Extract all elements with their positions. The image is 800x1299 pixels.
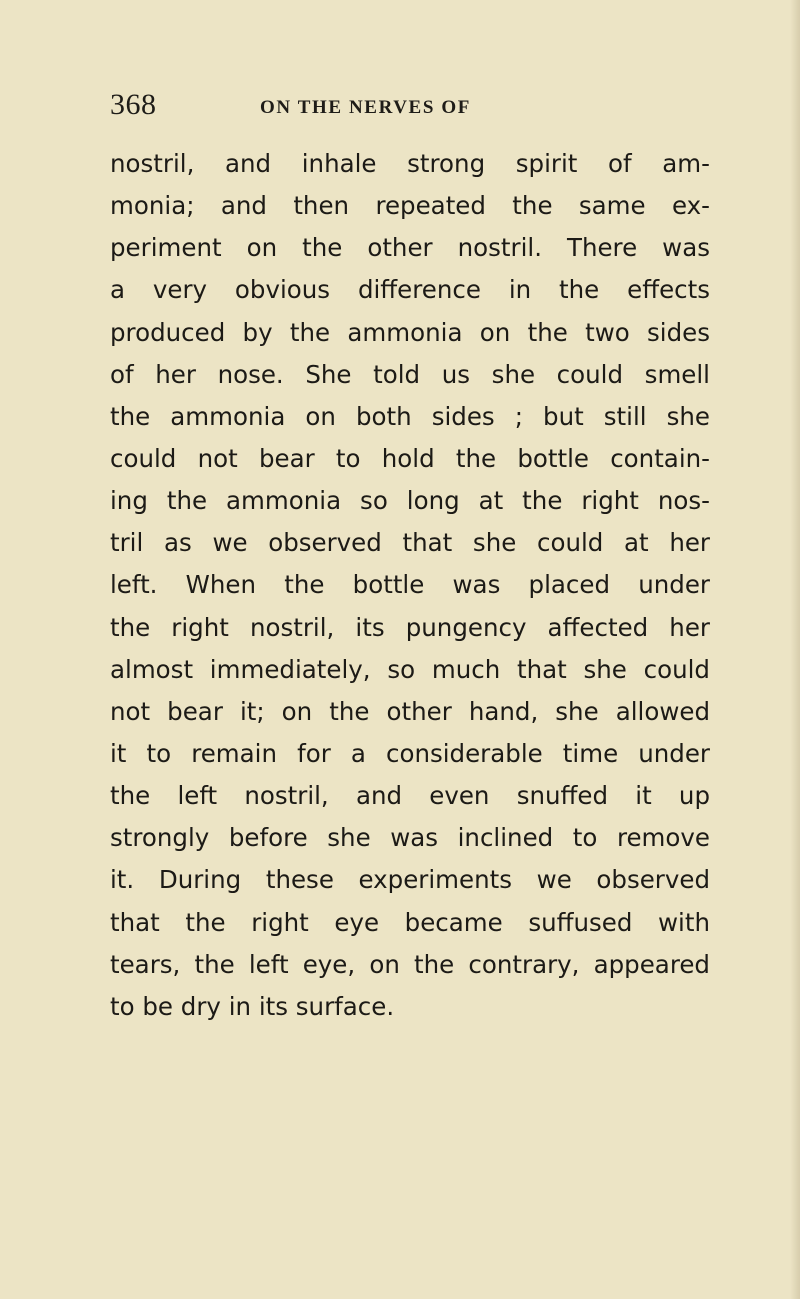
text-line-5: produced by the ammonia on the two sides (110, 317, 710, 347)
text-line-18: it. During these experiments we observed (110, 865, 710, 895)
text-line-6: of her nose. She told us she could smell (110, 359, 710, 389)
text-line-2: monia; and then repeated the same ex- (110, 191, 710, 221)
text-line-21: to be dry in its surface. (110, 991, 395, 1021)
text-line-4: a very obvious difference in the effects (110, 275, 710, 305)
text-line-14: not bear it; on the other hand, she allowed (110, 696, 710, 726)
text-line-12: the right nostril, its pungency affected her (110, 612, 710, 642)
page-edge-shadow (790, 0, 800, 1299)
text-line-20: tears, the left eye, on the contrary, appeared (110, 949, 710, 979)
page-header (110, 88, 710, 128)
text-line-13: almost immediately, so much that she could (110, 654, 710, 684)
running-title: ON THE NERVES OF (260, 97, 471, 118)
body-text (110, 143, 710, 1028)
text-line-17: strongly before she was inclined to remove (110, 823, 710, 853)
text-line-7: the ammonia on both sides ; but still she (110, 401, 710, 431)
page-number: 368 (110, 88, 157, 121)
text-line-15: it to remain for a considerable time under (110, 738, 710, 768)
text-line-1: nostril, and inhale strong spirit of am- (110, 149, 710, 178)
text-line-3: periment on the other nostril. There was (110, 233, 710, 263)
text-line-16: the left nostril, and even snuffed it up (110, 781, 710, 811)
text-line-19: that the right eye became suffused with (110, 907, 710, 937)
text-line-9: ing the ammonia so long at the right nos- (110, 486, 710, 516)
text-line-11: left. When the bottle was placed under (110, 570, 710, 600)
text-line-8: could not bear to hold the bottle contain- (110, 443, 710, 473)
text-line-10: tril as we observed that she could at her (110, 528, 710, 558)
